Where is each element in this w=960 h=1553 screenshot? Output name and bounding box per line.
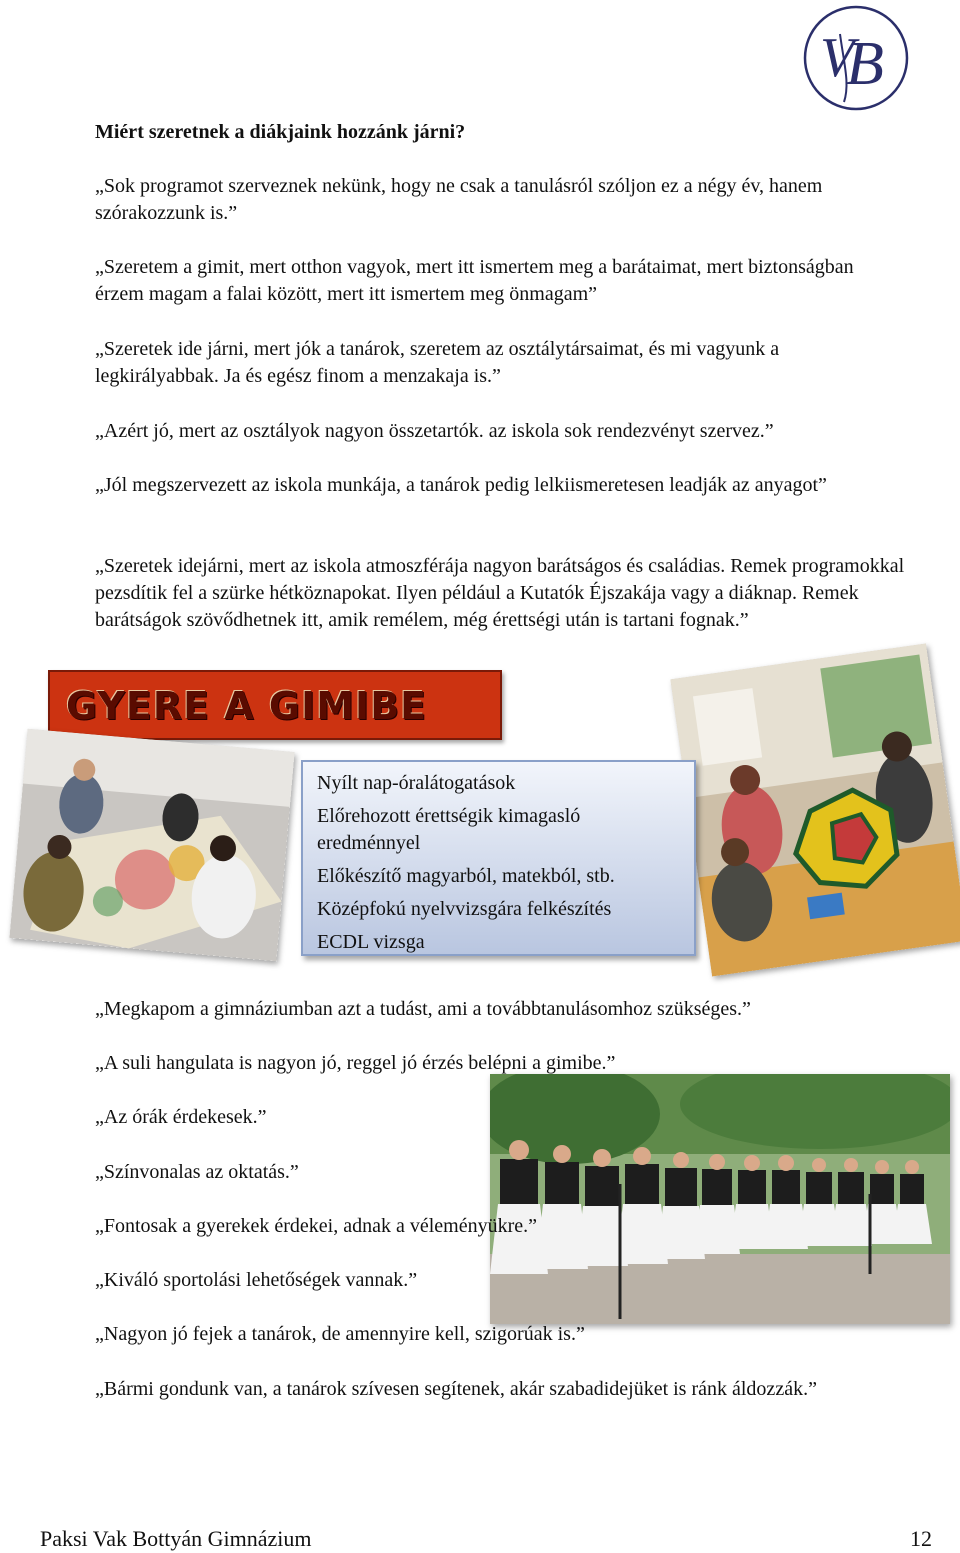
quote-2: „Szeretem a gimit, mert otthon vagyok, mert itt ismertem meg a barátaimat, mert biztonságban érzem magam a falai között, mert itt ismertem meg önmagam”	[95, 256, 854, 305]
quote-4: „Azért jó, mert az osztályok nagyon összetartók. az iskola sok rendezvényt szervez.”	[95, 420, 774, 442]
infobox-item: Előrehozott érettségik kimagasló eredménnyel	[317, 805, 581, 854]
infobox-item: Nyílt nap-óralátogatások	[317, 772, 516, 794]
quote-10: „Színvonalas az oktatás.”	[95, 1161, 299, 1183]
students-painting-photo	[9, 729, 294, 962]
banner-text: GYERE A GIMIBE	[66, 684, 428, 728]
school-logo	[800, 4, 912, 112]
quote-8: „A suli hangulata is nagyon jó, reggel jó érzés belépni a gimibe.”	[95, 1052, 616, 1074]
quote-1: „Sok programot szerveznek nekünk, hogy ne csak a tanulásról szóljon ez a négy év, hanem szórakozzunk is.”	[95, 175, 823, 224]
quote-6: „Szeretek idejárni, mert az iskola atmoszférája nagyon barátságos és családias. Remek programokkal pezsdítik fel a szürke hétköznapokat. Ilyen például a Kutatók Éjszakája vagy a diáknap. Remek barátságok szövődhetnek itt, amik remélem, még érettségi után is tartani fognak.”	[95, 555, 905, 631]
quote-12: „Kiváló sportolási lehetőségek vannak.”	[95, 1269, 418, 1291]
quote-5: „Jól megszervezett az iskola munkája, a tanárok pedig lelkiismeretesen leadják az anyagot”	[95, 474, 827, 496]
logo-letter-b: B	[846, 30, 884, 98]
quote-3: „Szeretek ide járni, mert jók a tanárok, szeretem az osztálytársaimat, és mi vagyunk a legkirályabbak. Ja és egész finom a menzakaja is.”	[95, 338, 780, 387]
quote-7: „Megkapom a gimnáziumban azt a tudást, ami a továbbtanulásomhoz szükséges.”	[95, 998, 751, 1020]
students-geometric-model-photo	[670, 644, 960, 977]
quote-9: „Az órák érdekesek.”	[95, 1106, 267, 1128]
logo-letter-v: V	[820, 27, 855, 89]
promo-banner	[48, 670, 502, 740]
footer-school-name: Paksi Vak Bottyán Gimnázium	[40, 1526, 312, 1551]
quote-13: „Nagyon jó fejek a tanárok, de amennyire kell, szigorúak is.”	[95, 1323, 585, 1345]
quote-14: „Bármi gondunk van, a tanárok szívesen segítenek, akár szabadidejüket is ránk áldozzák.”	[95, 1378, 817, 1400]
infobox-item: Előkészítő magyarból, matekból, stb.	[317, 865, 615, 887]
program-infobox	[301, 760, 696, 956]
quote-11: „Fontosak a gyerekek érdekei, adnak a véleményükre.”	[95, 1215, 538, 1237]
page-heading: Miért szeretnek a diákjaink hozzánk járni?	[95, 121, 466, 143]
infobox-item: Középfokú nyelvvizsgára felkészítés	[317, 898, 612, 920]
infobox-item: ECDL vizsga	[317, 931, 425, 953]
page-number: 12	[910, 1526, 932, 1551]
